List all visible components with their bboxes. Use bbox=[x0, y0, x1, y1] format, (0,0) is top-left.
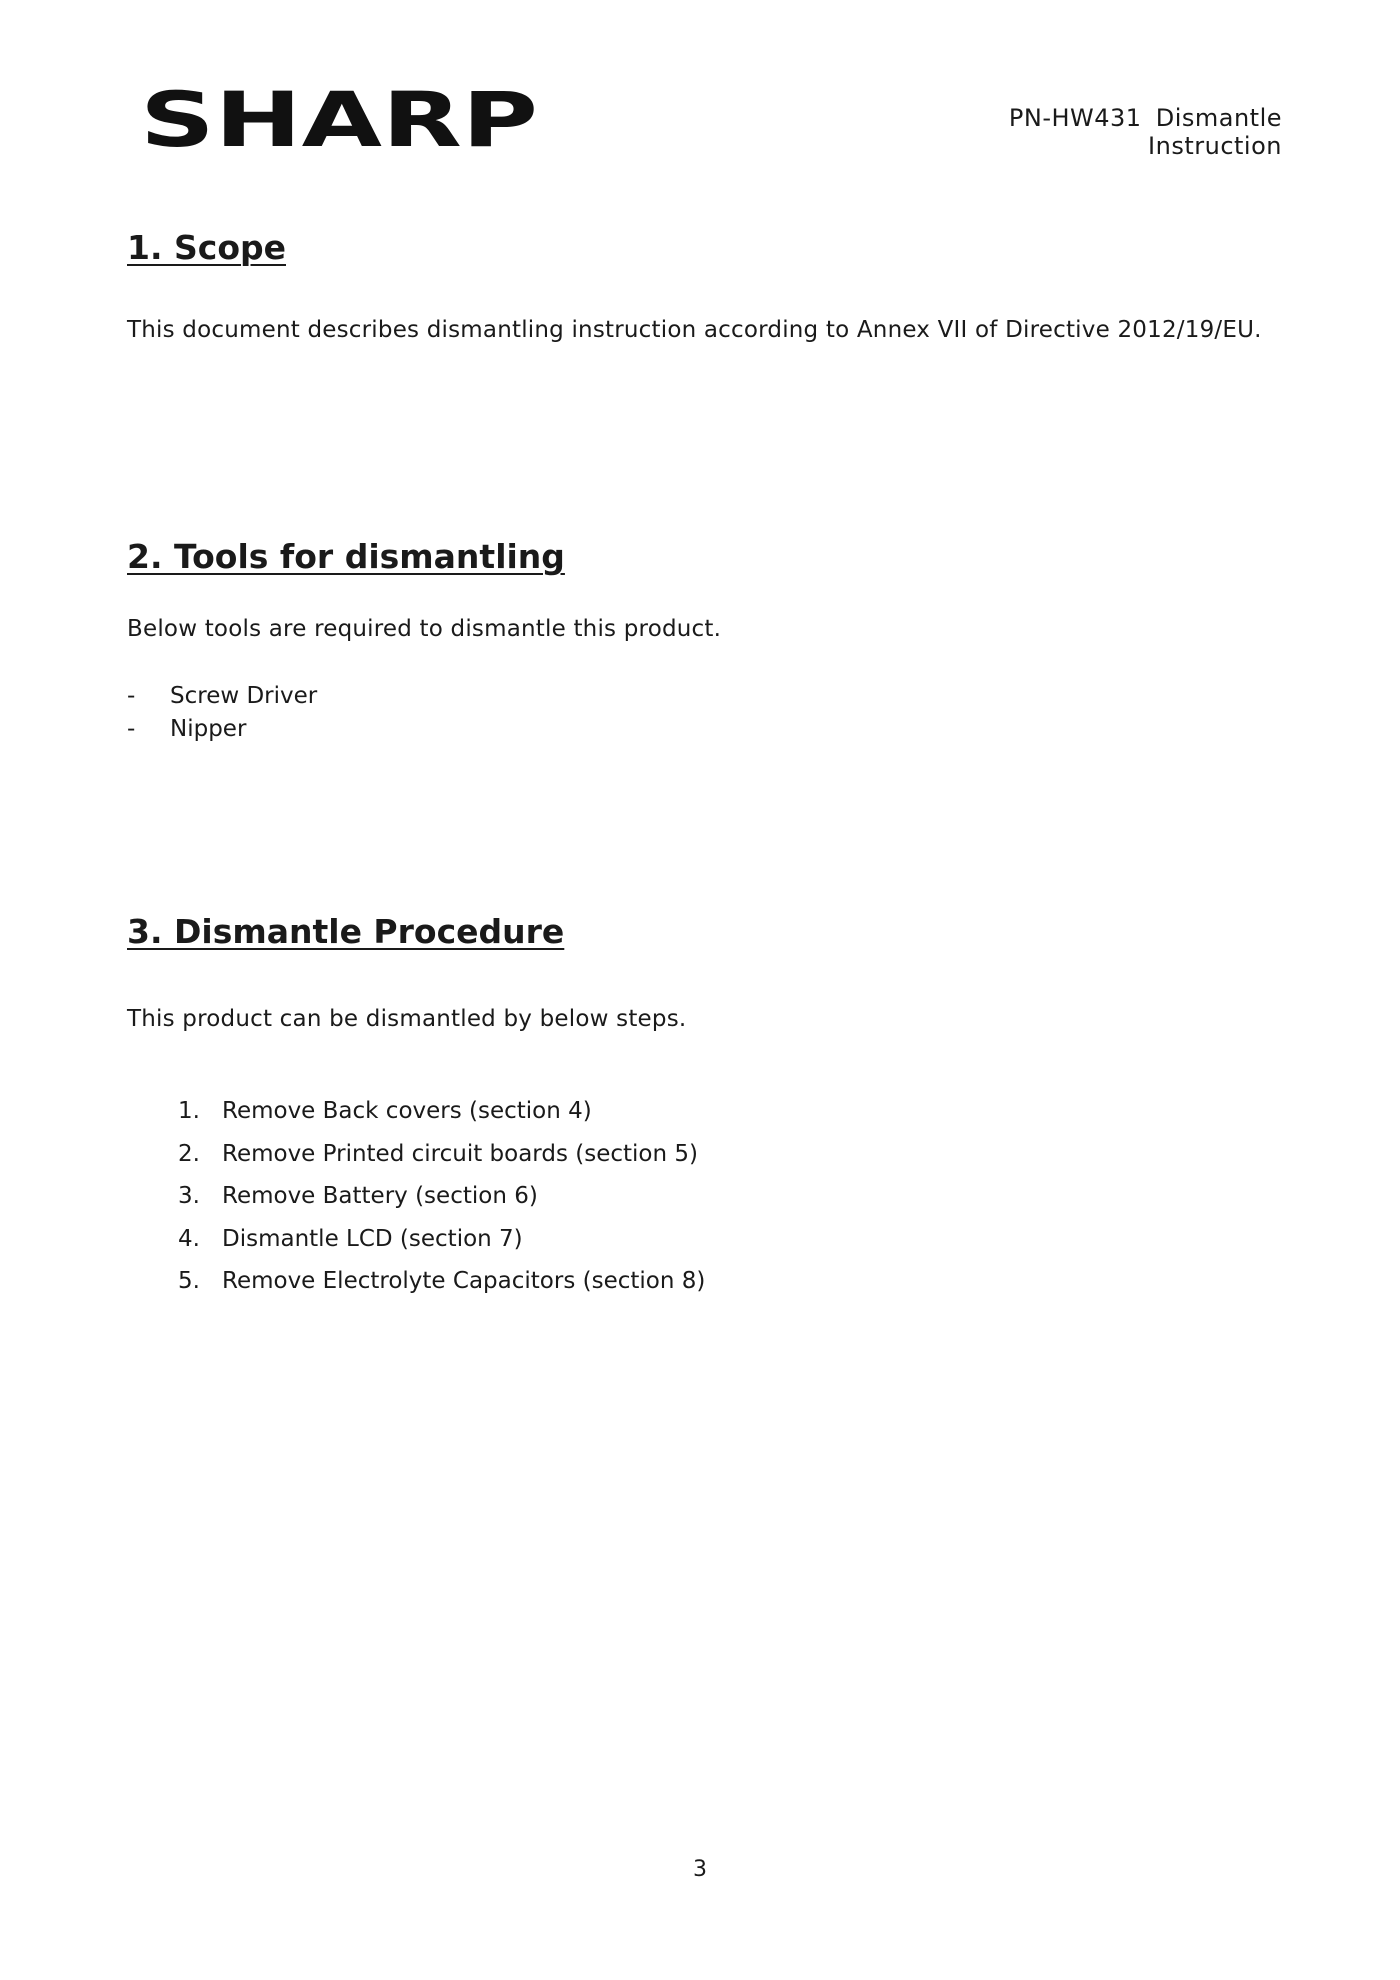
list-item bbox=[178, 1133, 705, 1176]
procedure-paragraph: This product can be dismantled by below steps. bbox=[127, 1006, 687, 1032]
step-text: Remove Back covers (section 4) bbox=[222, 1098, 592, 1124]
tools-list bbox=[127, 680, 317, 746]
bullet-dash: - bbox=[127, 683, 136, 709]
bullet-dash: - bbox=[127, 716, 136, 742]
list-item bbox=[178, 1090, 705, 1133]
step-text: Remove Battery (section 6) bbox=[222, 1183, 538, 1209]
step-number: 1. bbox=[178, 1098, 200, 1124]
section-heading-procedure: 3. Dismantle Procedure bbox=[127, 912, 565, 951]
document-title: PN-HW431 Dismantle Instruction bbox=[1008, 104, 1282, 160]
section-heading-scope: 1. Scope bbox=[127, 228, 286, 267]
tool-screw-driver: Screw Driver bbox=[170, 683, 318, 709]
step-text: Remove Printed circuit boards (section 5) bbox=[222, 1140, 698, 1167]
page-number: 3 bbox=[693, 1857, 707, 1882]
step-number: 3. bbox=[178, 1183, 200, 1209]
list-item bbox=[178, 1260, 705, 1303]
step-text: Dismantle LCD (section 7) bbox=[222, 1225, 523, 1252]
sharp-logo bbox=[140, 86, 540, 152]
step-number: 5. bbox=[178, 1268, 200, 1294]
list-item bbox=[127, 713, 317, 746]
list-item bbox=[127, 680, 317, 713]
step-number: 4. bbox=[178, 1225, 200, 1252]
section-heading-tools: 2. Tools for dismantling bbox=[127, 537, 565, 576]
logo-text: SHARP bbox=[140, 86, 538, 152]
tool-nipper: Nipper bbox=[170, 716, 247, 742]
procedure-steps bbox=[178, 1090, 705, 1303]
tools-paragraph: Below tools are required to dismantle this product. bbox=[127, 616, 722, 642]
scope-paragraph: This document describes dismantling instruction according to Annex VII of Directive 2012/19/EU. bbox=[127, 317, 1262, 343]
list-item bbox=[178, 1175, 705, 1218]
step-number: 2. bbox=[178, 1140, 200, 1167]
list-item bbox=[178, 1218, 705, 1261]
step-text: Remove Electrolyte Capacitors (section 8) bbox=[222, 1268, 706, 1294]
